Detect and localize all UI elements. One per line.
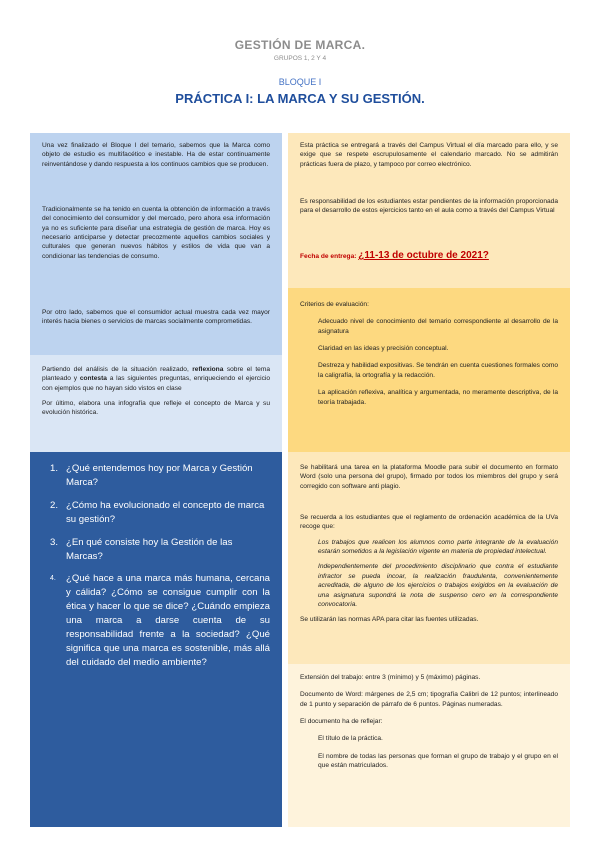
deadline-value: ¿11-13 de octubre de 2021? — [358, 250, 489, 261]
question-text: ¿Qué entendemos hoy por Marca y Gestión Marca? — [66, 463, 253, 488]
regulation-quote: Los trabajos que realicen los alumnos como parte integrante de la evaluación estarán sometidos a la legislación vigente en materia de propiedad intelectual. — [318, 538, 558, 556]
criteria-item: Adecuado nivel de conocimiento del temario correspondiente al desarrollo de la asignatura — [318, 318, 558, 335]
deadline-label: Fecha de entrega: — [300, 253, 359, 260]
responsibility-text: Es responsabilidad de los estudiantes estar pendientes de la información proporcionada para el desarrollo de estos ejercicios tanto en el aula como a través del Campus Virtual — [300, 198, 558, 215]
contesta-keyword: contesta — [79, 375, 107, 383]
format-box — [288, 664, 570, 827]
question-item: 3. ¿En qué consiste hoy la Gestión de las Marcas? — [50, 536, 270, 564]
deadline-box — [288, 238, 570, 288]
delivery-text: Esta práctica se entregará a través del Campus Virtual el día marcado para ello, y se exige que se respete escrupulosamente el calendario marcado. No se admitirán prácticas fuera de plazo, y tampoco por correo electrónico. — [300, 142, 558, 168]
question-item: 2. ¿Cómo ha evolucionado el concepto de marca su gestión? — [50, 499, 270, 527]
delivery-box — [288, 133, 570, 185]
regulation-quote: Independientemente del procedimiento disciplinario que contra el estudiante infractor se pueda incoar, la realización fraudulenta, convenientemente acreditada, de alguno de los ejercicios o trabajos exigidos en la evaluación de una asignatura supondrá la nota de suspenso cero en la correspondiente convocatoria. — [318, 563, 558, 608]
extension-text: Extensión del trabajo: entre 3 (mínimo) y 5 (máximo) páginas. — [300, 674, 481, 681]
moodle-box — [288, 452, 570, 506]
task-box — [30, 355, 282, 452]
criteria-item: La aplicación reflexiva, analítica y argumentada, no meramente descriptiva, de la teoría trabajada. — [318, 389, 558, 406]
groups-subtitle: GRUPOS 1, 2 Y 4 — [273, 55, 327, 62]
intro-box — [30, 133, 282, 191]
must-reflect-text: El documento ha de reflejar: — [300, 718, 383, 726]
intro-text: Una vez finalizado el Bloque I del temario, sabemos que la Marca como objeto de estudio es multifacético e inestable. Ha de estar continuamente reinventándose y dando respuesta a los continuos cambios que se producen. — [42, 142, 270, 168]
moodle-text: Se habilitará una tarea en la plataforma Moodle para subir el documento en formato Word (solo una persona del grupo), firmado por todos los miembros del grupo y será corregido con software anti plagio. — [300, 464, 558, 490]
apa-text: Se utilizarán las normas APA para citar las fuentes utilizadas. — [300, 616, 479, 624]
interest-text: Por otro lado, sabemos que el consumidor actual muestra cada vez mayor interés hacia bienes o servicios de marcas socialmente comprometidas. — [42, 309, 270, 326]
question-item: 4. ¿Qué hace a una marca más humana, cercana y cálida? ¿Cómo se consigue cumplir con la ética y hacer lo que se dice? ¿Cuándo empieza una marca a darse cuenta de su responsabilidad frente a la sociedad? ¿Qué significa que una marca es sostenible, más allá del cuidado del medio ambiente? — [50, 573, 270, 668]
question-item: 1. ¿Qué entendemos hoy por Marca y Gestión Marca? — [50, 462, 270, 490]
document-title: GESTIÓN DE MARCA. — [234, 38, 366, 52]
question-text: ¿En qué consiste hoy la Gestión de las Marcas? — [66, 536, 233, 562]
criteria-item: Destreza y habilidad expositivas. Se tendrán en cuenta cuestiones formales como la caligrafía, la ortografía y la redacción. — [318, 362, 558, 379]
reflect-item: El título de la práctica. — [318, 735, 383, 743]
regulation-box — [288, 506, 570, 664]
criteria-item: Claridad en las ideas y precisión conceptual. — [318, 345, 449, 353]
infographic-text: Por último, elabora una infografía que refleje el concepto de Marca y su evolución histórica. — [42, 400, 270, 417]
deadline-line — [300, 249, 558, 263]
criteria-box — [288, 288, 570, 452]
context-box — [30, 191, 282, 288]
questions-list — [50, 462, 270, 670]
context-text: Tradicionalmente se ha tenido en cuenta la obtención de información a través del conocimiento del consumidor y del mercado, pero ahora esa información ya no es suficiente para diseñar una estrategia de gestión de marca. Hoy es necesario anticiparse y detectar precozmente aquellos cambios sociales y culturales que generan nuevos hábitos y estilos de vida que van a condicionar las tendencias de consumo. — [42, 206, 270, 260]
regulation-intro: Se recuerda a los estudiantes que el reglamento de ordenación académica de la UVa recoge que: — [300, 514, 558, 531]
responsibility-box — [288, 185, 570, 238]
reflect-item: El nombre de todas las personas que forman el grupo de trabajo y el grupo en el que están matriculados. — [318, 752, 558, 770]
question-text: ¿Qué hace a una marca más humana, cercana y cálida? ¿Cómo se consigue cumplir con la ética y hacer lo que se dice? ¿Cuándo empieza una marca a darse cuenta de su responsabilidad frente a la sociedad? ¿Qué significa que una marca es sostenible, más allá del cuidado del medio ambiente? — [66, 573, 270, 668]
reflexiona-keyword: reflexiona — [192, 366, 224, 373]
interest-box — [30, 288, 282, 355]
question-text: ¿Cómo ha evolucionado el concepto de marca su gestión? — [66, 499, 265, 525]
task-text: Partiendo del análisis de la situación realizado, reflexiona sobre el tema planteado y contesta a las siguientes preguntas, enriqueciendo el ejercicio con ejemplos que no hayan sido vistos en clase — [42, 366, 271, 392]
criteria-title: Criterios de evaluación: — [300, 301, 369, 308]
block-label: BLOQUE I — [278, 77, 322, 87]
practice-title: PRÁCTICA I: LA MARCA Y SU GESTIÓN. — [175, 91, 425, 106]
questions-box — [30, 452, 282, 827]
format-text: Documento de Word: márgenes de 2,5 cm; tipografía Calibri de 12 puntos; interlineado de 1 punto y separación de párrafo de 6 puntos. Páginas numeradas. — [300, 691, 558, 708]
